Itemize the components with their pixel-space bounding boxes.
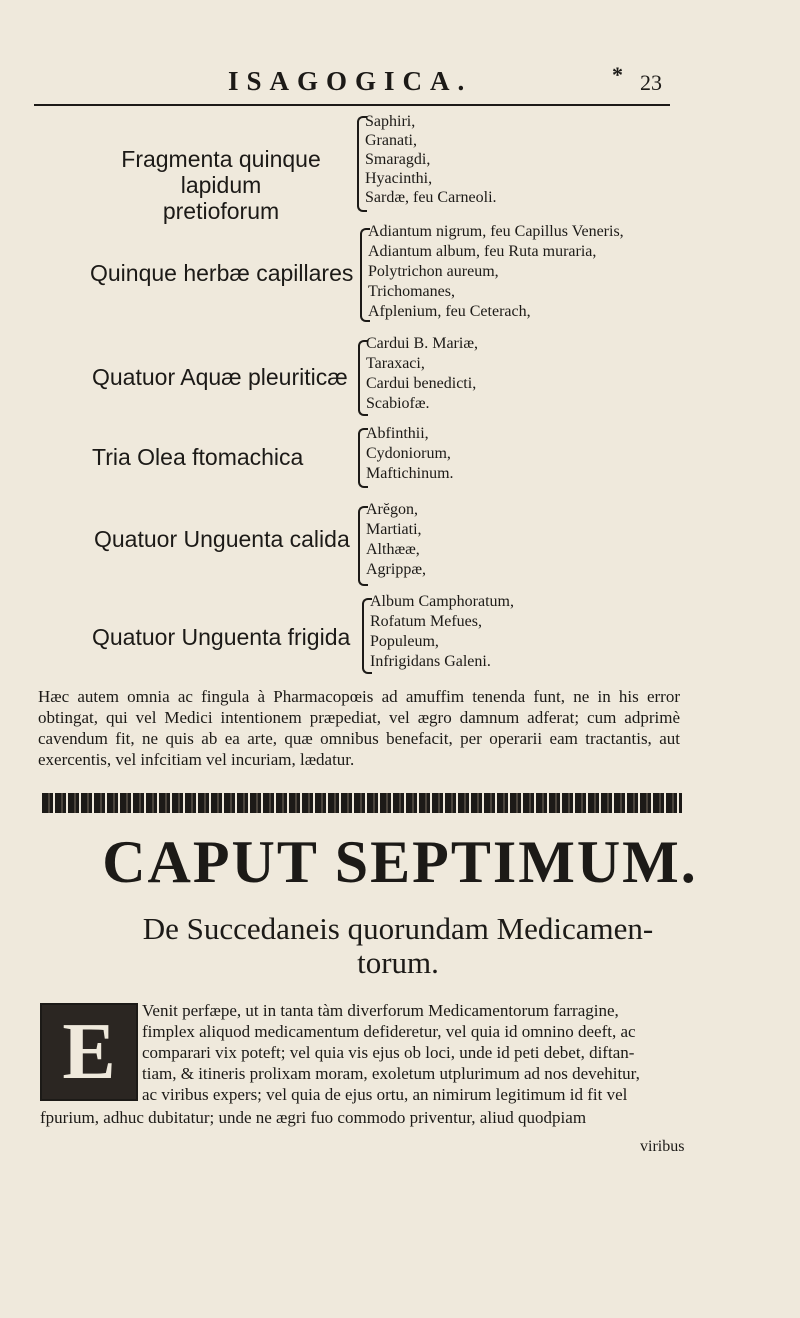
list-item: Adiantum nigrum, feu Capillus Veneris, <box>368 223 624 240</box>
group-title <box>94 526 350 552</box>
list-item: Smaragdi, <box>365 151 431 168</box>
catchword: viribus <box>640 1138 685 1155</box>
body-line: ac viribus expers; vel quia de ejus ortu, an nimirum legitimum id fit vel <box>142 1085 628 1104</box>
list-item: Saphiri, <box>365 113 416 130</box>
list-item: Hyacinthi, <box>365 170 433 187</box>
item-list <box>366 500 426 580</box>
group-title-line: pretioforum <box>162 198 280 224</box>
body-line: Venit perfæpe, ut in tanta tàm diverforum Medicamentorum farragine, <box>142 1001 619 1020</box>
group-title-line: Quinque herbæ capillares <box>90 260 354 286</box>
chapter-subtitle-line: torum. <box>357 945 439 980</box>
running-head: ISAGOGICA. <box>228 66 473 96</box>
item-list <box>370 592 514 672</box>
list-item: Sardæ, feu Carneoli. <box>365 189 497 206</box>
list-item: Afplenium, feu Ceterach, <box>368 303 531 320</box>
item-list <box>368 222 624 322</box>
body-line: comparari vix poteft; vel quia vis ejus ob loci, unde id peti debet, diftan- <box>142 1043 635 1062</box>
closing-paragraph: Hæc autem omnia ac fingula à Pharmacopœis ad amuffim tenenda funt, ne in his error obtingat, qui vel Medici intentionem præpediat, vel ægro damnum adferat; cum adprimè cavendum fit, ne quis ab ea arte, quæ omnibus benefacit, per operarii eam tractantis, aut exercentis, vel infcitiam vel incuriam, lædatur. <box>38 687 680 769</box>
group-title <box>90 260 353 286</box>
list-item: Album Camphoratum, <box>370 593 514 610</box>
body-line: tiam, & itineris prolixam moram, exoletum utplurimum ad nos devehitur, <box>142 1064 640 1083</box>
list-item: Cardui benedicti, <box>366 375 477 392</box>
list-item: Arĕgon, <box>366 501 418 518</box>
group-title-line: Tria Olea ftomachica <box>92 444 304 470</box>
list-item: Cydoniorum, <box>366 445 451 462</box>
group-title-line: Quatuor Unguenta calida <box>94 526 350 552</box>
list-item: Trichomanes, <box>368 283 455 300</box>
chapter-subtitle-line: De Succedaneis quorundam Medicamen- <box>142 911 654 946</box>
list-item: Scabiofæ. <box>366 395 430 412</box>
ornament-band <box>42 793 682 813</box>
list-item: Adiantum album, feu Ruta muraria, <box>368 243 597 260</box>
list-item: Abfinthii, <box>366 425 429 442</box>
drop-cap <box>40 1003 138 1101</box>
group-title-line: Quatuor Aquæ pleuriticæ <box>92 364 348 390</box>
list-item: Infrigidans Galeni. <box>370 653 491 670</box>
list-item: Althææ, <box>366 541 420 558</box>
body-line: fimplex aliquod medicamentum defideretur, vel quia id omnino deeft, ac <box>142 1022 636 1041</box>
list-item: Cardui B. Mariæ, <box>366 335 478 352</box>
drop-cap-letter: E <box>62 1008 116 1096</box>
group-title-line: Fragmenta quinque lapidum <box>121 146 321 198</box>
group-title-line: Quatuor Unguenta frigida <box>92 624 351 650</box>
item-list <box>365 112 497 207</box>
list-item: Populeum, <box>370 633 439 650</box>
signature-mark: * <box>612 62 623 87</box>
item-list <box>366 424 454 484</box>
page-number: 23 <box>640 70 662 95</box>
list-item: Martiati, <box>366 521 422 538</box>
list-item: Granati, <box>365 132 417 149</box>
header-rule <box>34 104 670 106</box>
list-item: Rofatum Mefues, <box>370 613 482 630</box>
item-list <box>366 334 478 414</box>
chapter-title: CAPUT SEPTIMUM. <box>102 829 698 895</box>
list-item: Maftichinum. <box>366 465 454 482</box>
list-item: Polytrichon aureum, <box>368 263 499 280</box>
list-item: Agrippæ, <box>366 561 426 578</box>
group-title <box>92 444 303 470</box>
group-title <box>92 364 348 390</box>
group-title <box>92 624 350 650</box>
list-item: Taraxaci, <box>366 355 425 372</box>
group-title <box>86 146 356 224</box>
body-line: fpurium, adhuc dubitatur; unde ne ægri fuo commodo priventur, aliud quodpiam <box>40 1108 587 1127</box>
